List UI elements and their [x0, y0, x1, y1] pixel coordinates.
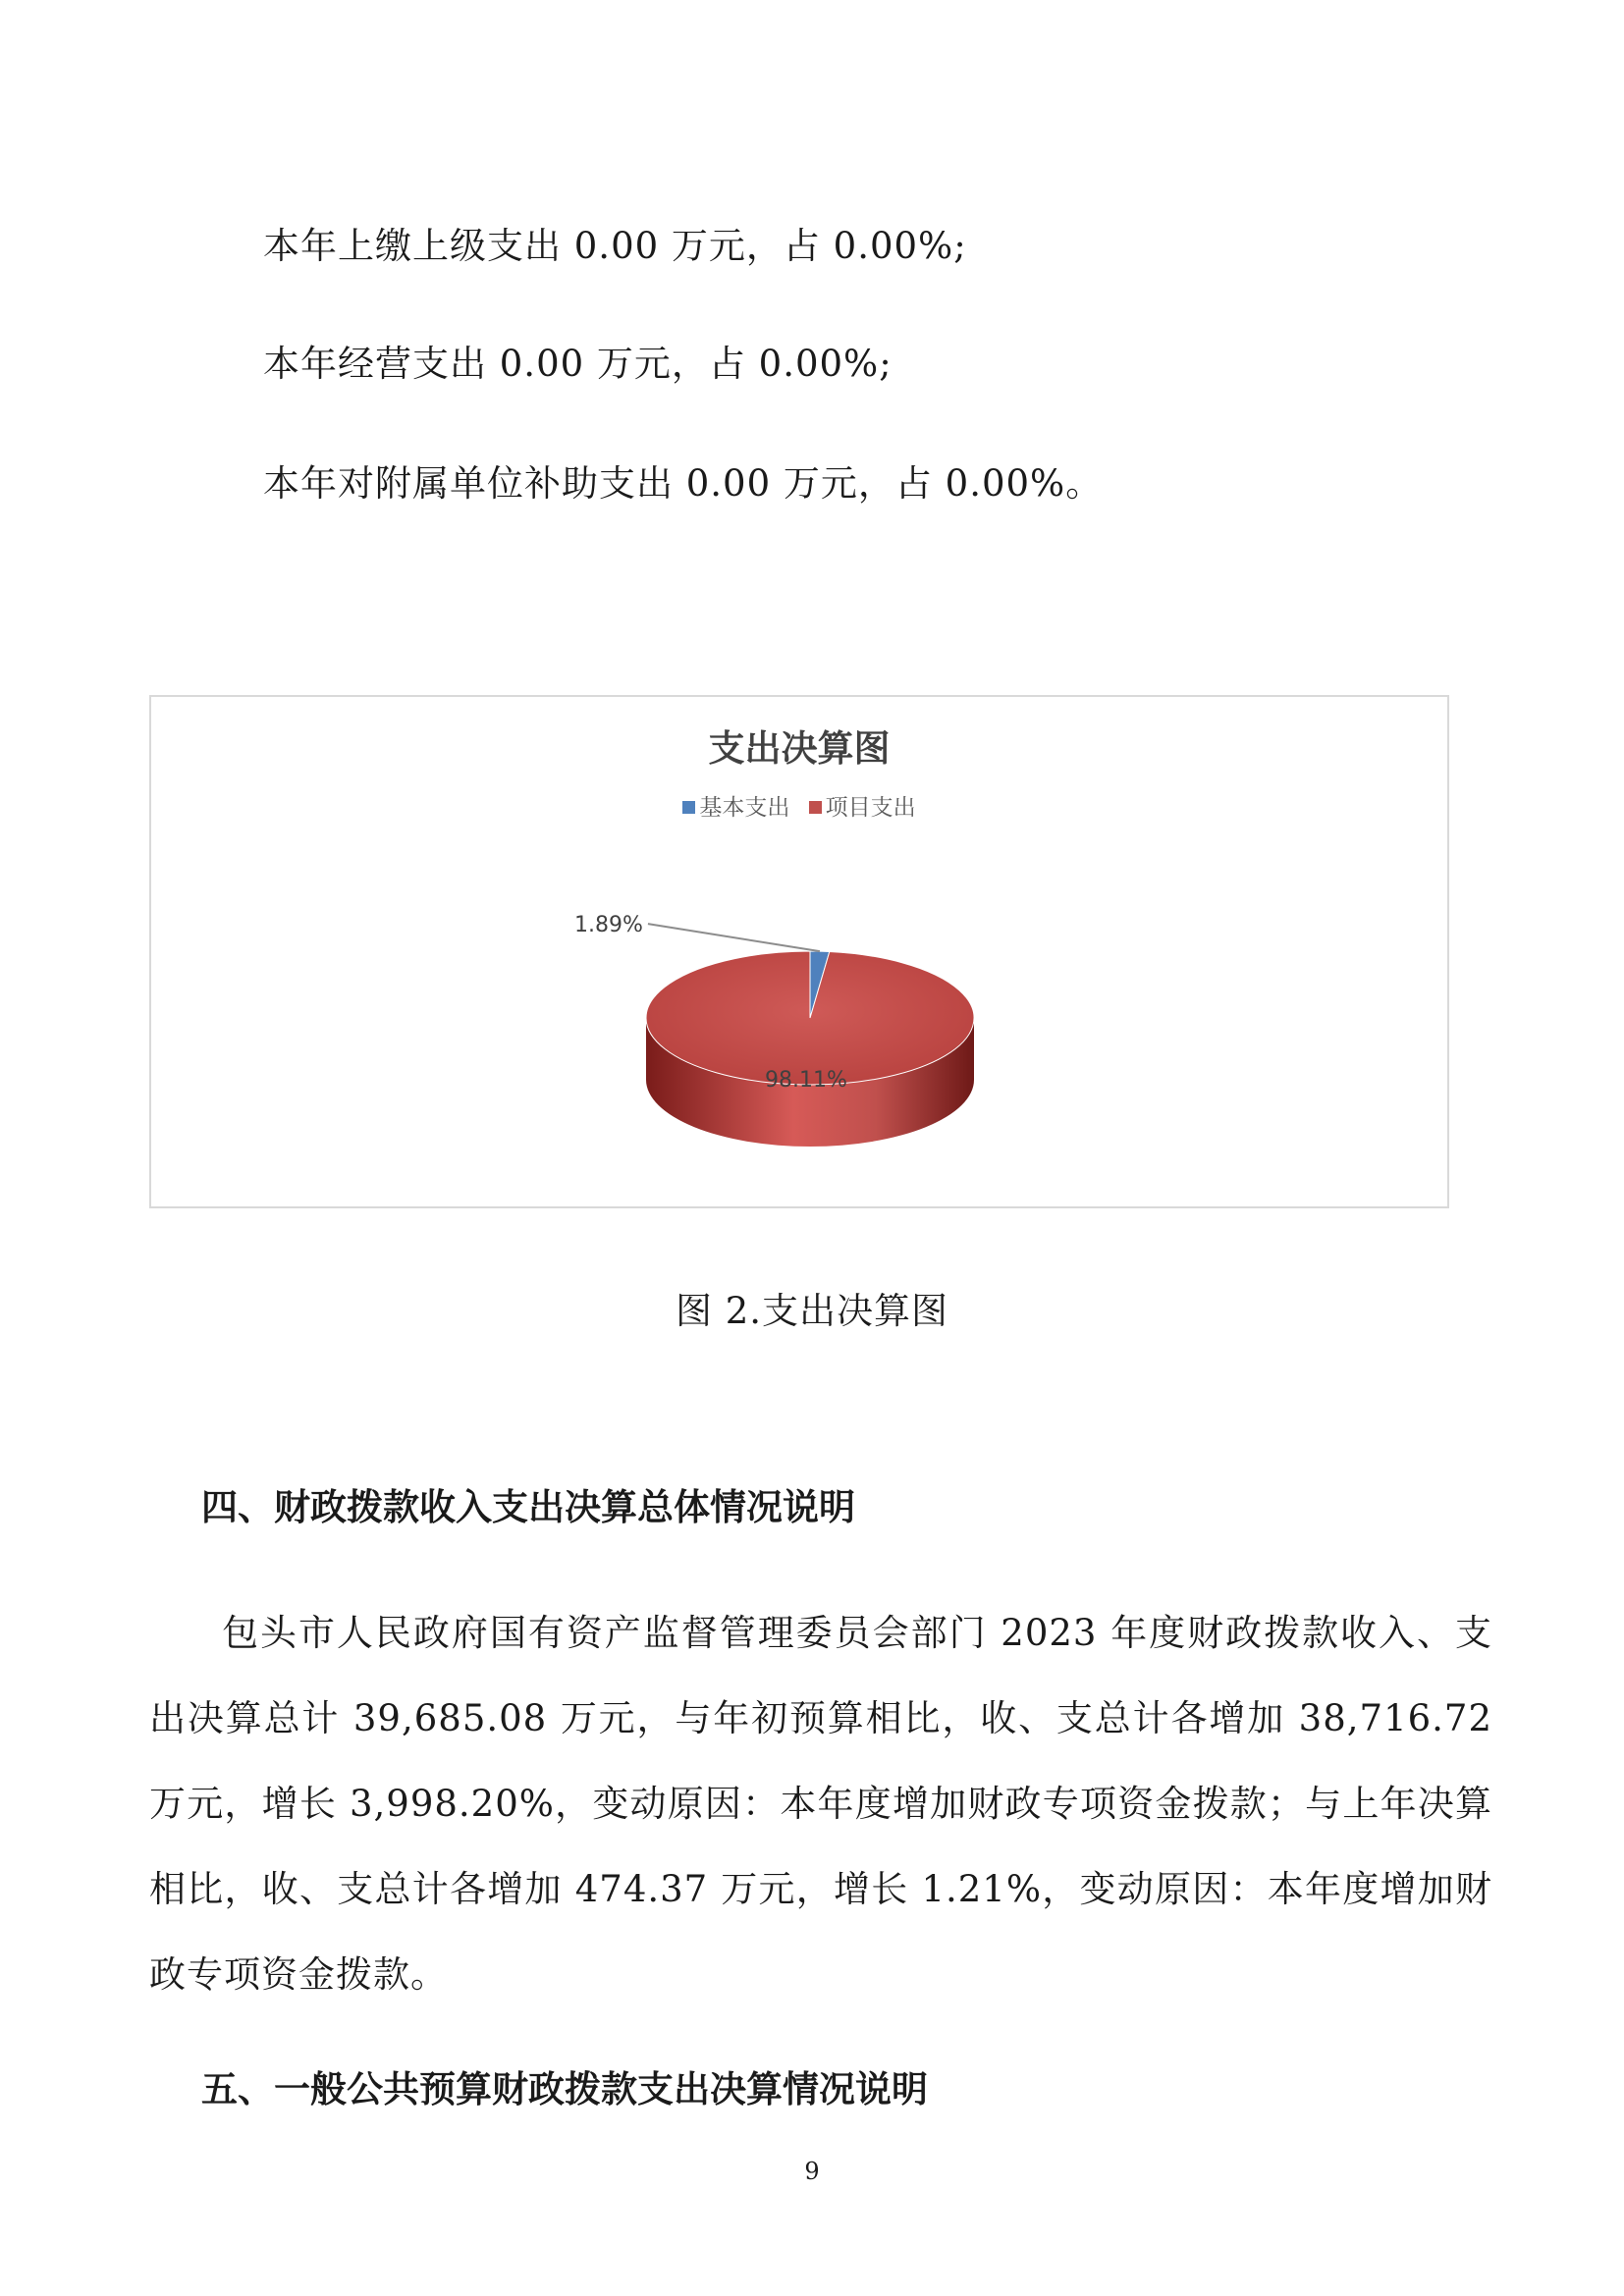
- legend-label-basic: 基本支出: [699, 795, 790, 821]
- section-4-paragraph: 包头市人民政府国有资产监督管理委员会部门 2023 年度财政拨款收入、支出决算总计 39,685.08 万元，与年初预算相比，收、支总计各增加 38,716.72 万元，增长 3,998.20%，变动原因：本年度增加财政专项资金拨款；与上年决算相比，收、支总计各增加 474.37 万元，增长 1.21%，变动原因：本年度增加财政专项资金拨款。: [149, 1612, 1492, 1996]
- expense-line-upper-level: 本年上缴上级支出 0.00 万元，占 0.00%;: [263, 225, 967, 267]
- expense-line-operating: 本年经营支出 0.00 万元，占 0.00%;: [263, 343, 893, 385]
- page-number: 9: [804, 2158, 820, 2185]
- section-5-heading: 五、一般公共预算财政拨款支出决算情况说明: [201, 2068, 928, 2110]
- section-4-heading: 四、财政拨款收入支出决算总体情况说明: [201, 1486, 855, 1528]
- chart-title: 支出决算图: [708, 727, 891, 770]
- expense-line-subsidiary: 本年对附属单位补助支出 0.00 万元，占 0.00%。: [263, 462, 1104, 505]
- slice-label-project: 98.11%: [765, 1068, 847, 1093]
- slice-label-leader-basic: [648, 924, 820, 951]
- pie-slice-project: [646, 951, 974, 1085]
- figure-caption: 图 2.支出决算图: [675, 1290, 949, 1332]
- legend-label-project: 项目支出: [825, 795, 916, 821]
- expense-pie-chart: [149, 695, 1449, 1208]
- slice-label-basic: 1.89%: [574, 913, 643, 938]
- pie-plot: [151, 697, 1451, 1210]
